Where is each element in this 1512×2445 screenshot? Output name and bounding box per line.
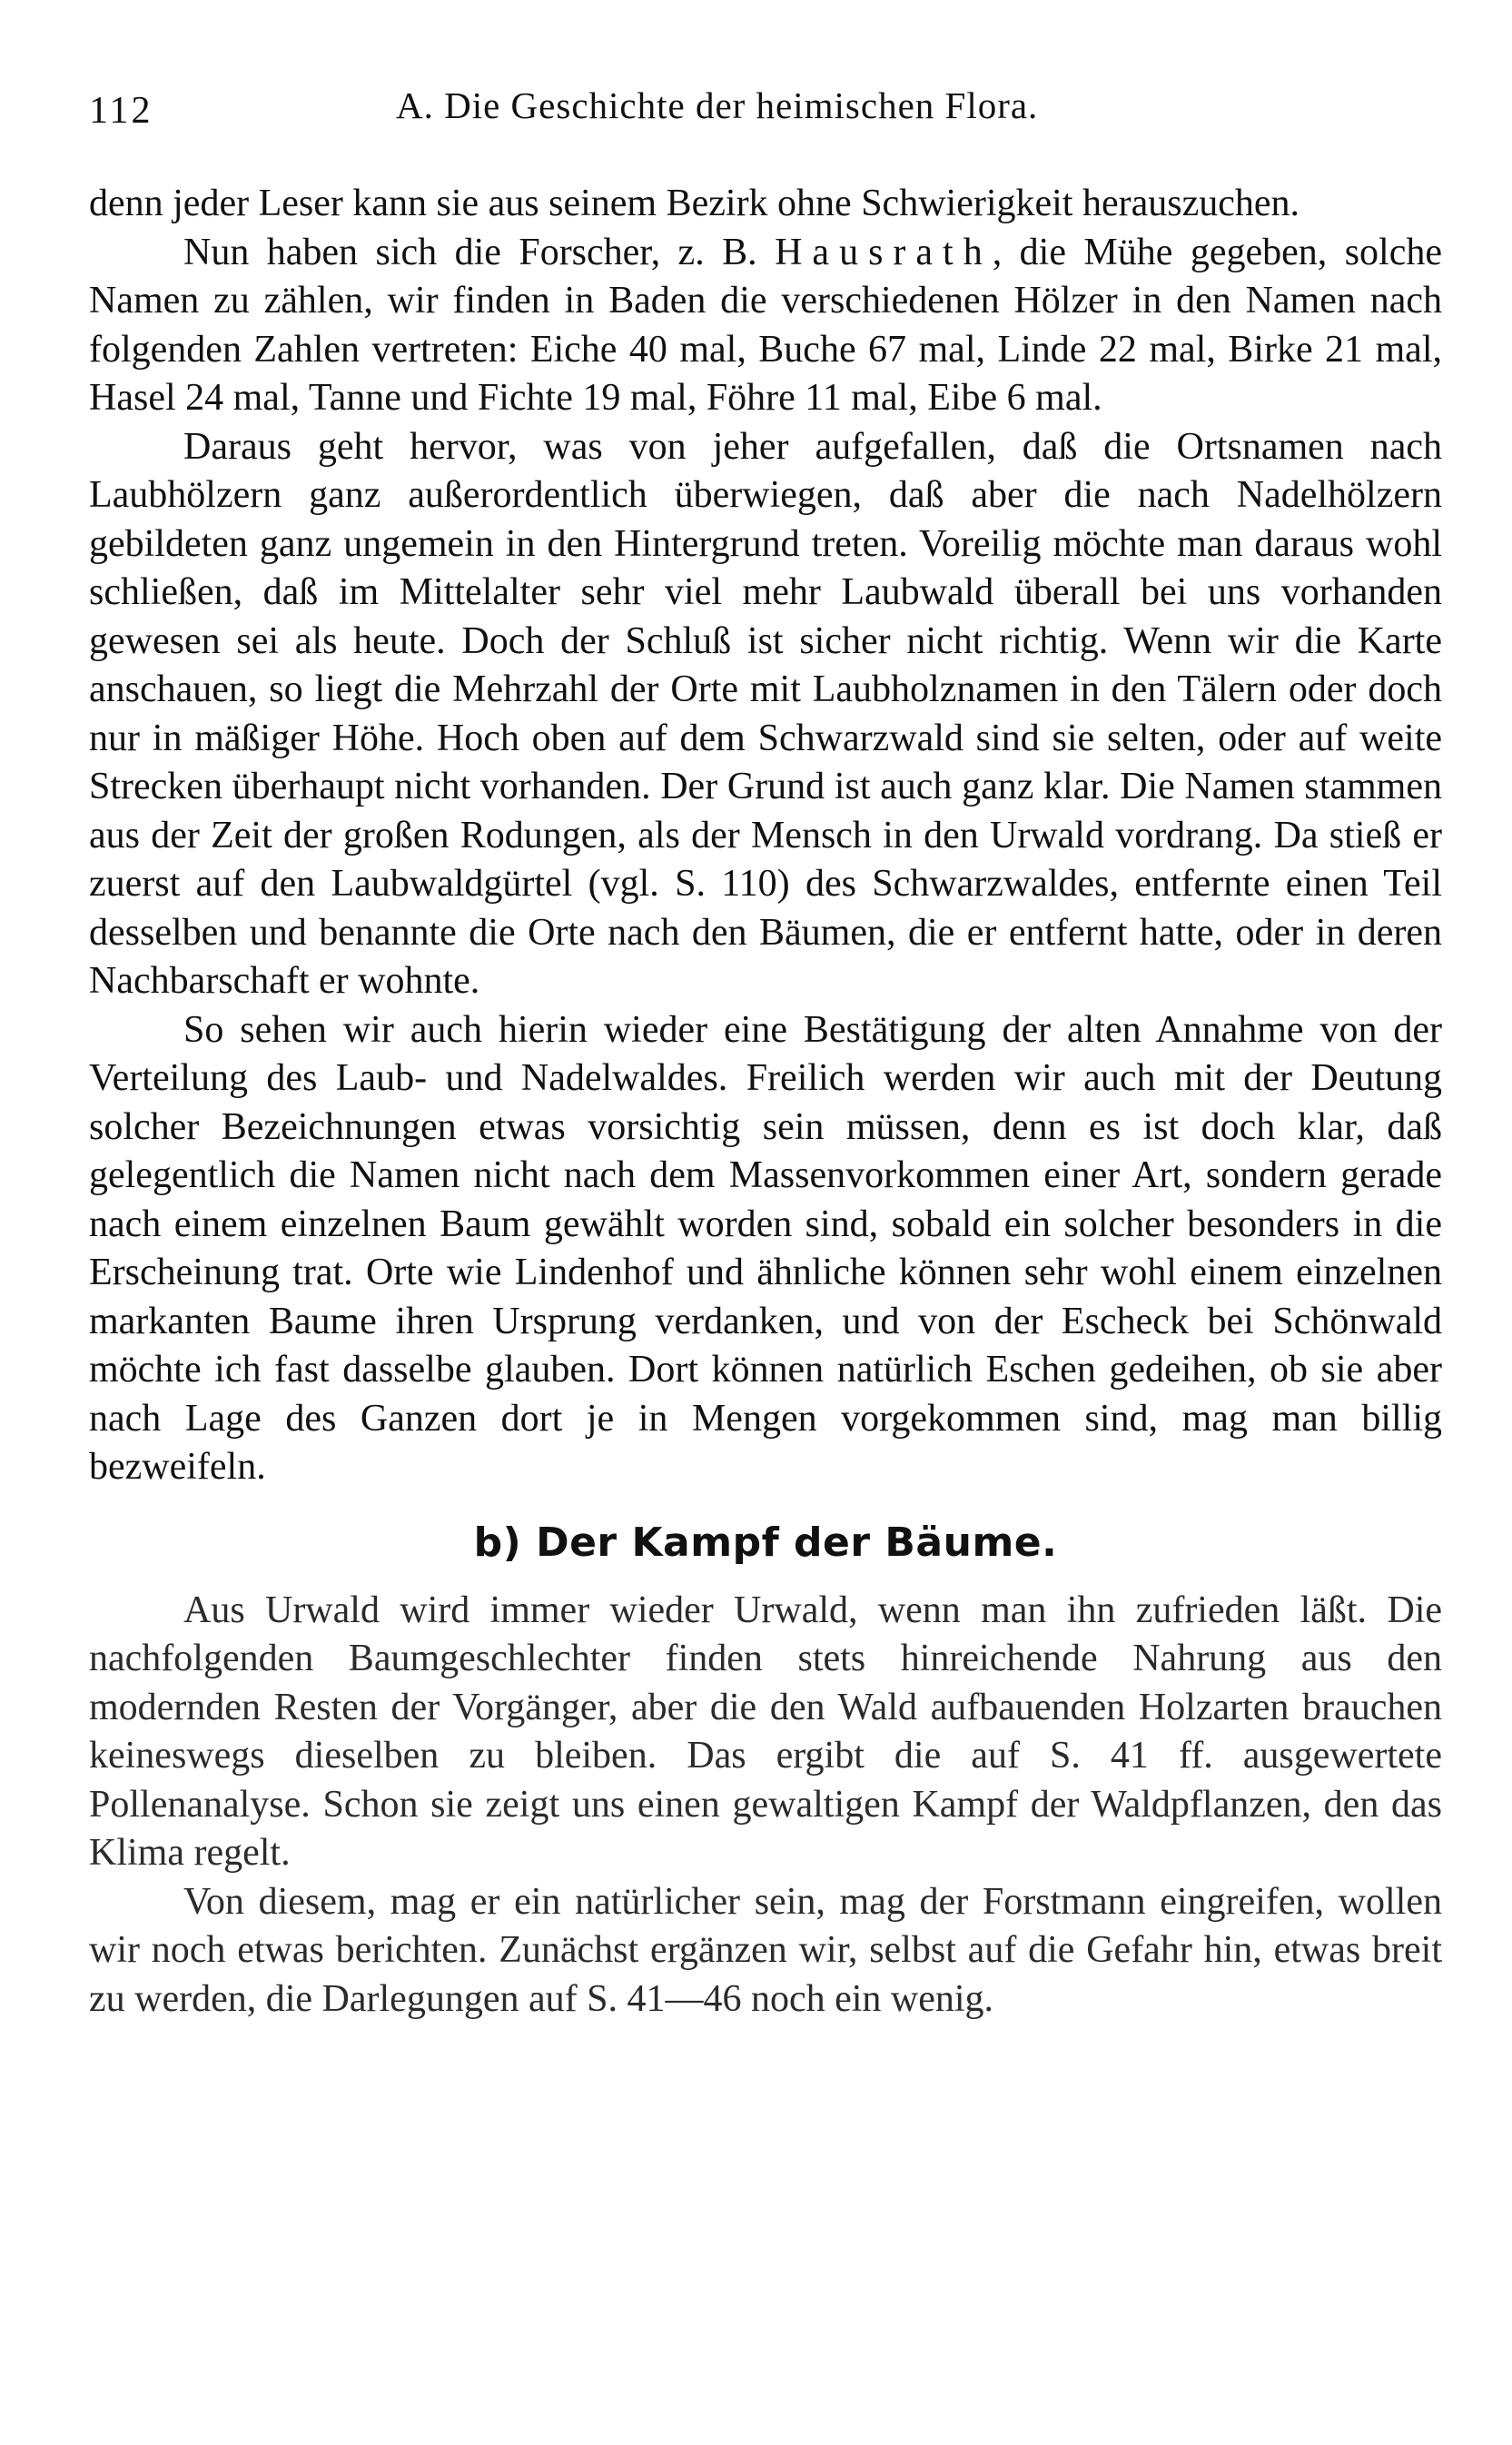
paragraph-counts-start: Nun haben sich die Forscher, z. B. <box>183 231 776 273</box>
paragraph-interpretation: Daraus geht hervor, was von jeher aufgefallen, daß die Ortsnamen nach Laubhölzern ganz außerordentlich überwiegen, daß aber die nach Nadelhölzern gebildeten ganz ungemein in den Hintergrund treten. Voreilig möchte man daraus wohl schließen, daß im Mittelalter sehr viel mehr Laubwald überall bei uns vorhanden gewesen sei als heute. Doch der Schluß ist sicher nicht richtig. Wenn wir die Karte anschauen, so liegt die Mehrzahl der Orte mit Laubholznamen in den Tälern oder doch nur in mäßiger Höhe. Hoch oben auf dem Schwarzwald sind sie selten, oder auf weite Strecken überhaupt nicht vorhanden. Der Grund ist auch ganz klar. Die Namen stammen aus der Zeit der großen Rodungen, als der Mensch in den Urwald vordrang. Da stieß er zuerst auf den Laubwaldgürtel (vgl. S. 110) des Schwarzwaldes, entfernte einen Teil desselben und benannte die Orte nach den Bäumen, die er entfernt hatte, oder in deren Nachbarschaft er wohnte. <box>89 425 1442 1002</box>
section-text <box>89 1587 1442 2024</box>
section-paragraph-1: Aus Urwald wird immer wieder Urwald, wenn man ihn zufrieden läßt. Die nachfolgenden Baumgeschlechter finden stets hinreichende Nahrung aus den modernden Resten der Vorgänger, aber die den Wald aufbauenden Holzarten brauchen keineswegs dieselben zu bleiben. Das ergibt die auf S. 41 ff. ausgewertete Pollenanalyse. Schon sie zeigt uns einen gewaltigen Kampf der Waldpflanzen, den das Klima regelt. <box>89 1589 1442 1874</box>
author-name: Hausrath <box>775 231 993 273</box>
chapter-title: A. Die Geschichte der heimischen Flora. <box>396 84 1039 126</box>
section-heading: b) Der Kampf der Bäume. <box>473 1519 1058 1566</box>
running-head <box>89 78 1442 142</box>
book-page <box>89 78 1442 2024</box>
page-number: 112 <box>89 90 153 132</box>
paragraph-continuation: denn jeder Leser kann sie aus seinem Bezirk ohne Schwierigkeit herauszuchen. <box>89 183 1300 224</box>
main-text <box>89 180 1442 1492</box>
section-paragraph-2: Von diesem, mag er ein natürlicher sein, mag der Forstmann eingreifen, wollen wir noch etwas berichten. Zunächst ergänzen wir, selbst auf die Gefahr hin, etwas breit zu werden, die Darlegungen auf S. 41—46 noch ein wenig. <box>89 1880 1442 2020</box>
paragraph-counts-rest: , die Mühe gegeben, solche Namen zu zählen, wir finden in Baden die verschiedenen Hölzer in den Namen nach folgenden Zahlen vertreten: Eiche 40 mal, Buche 67 mal, Linde 22 mal, Birke 21 mal, Hasel 24 mal, Tanne und Fichte 19 mal, Föhre 11 mal, Eibe 6 mal. <box>89 231 1442 419</box>
paragraph-counts <box>89 229 1442 423</box>
paragraph-confirmation: So sehen wir auch hierin wieder eine Bestätigung der alten Annahme von der Verteilung des Laub- und Nadelwaldes. Freilich werden wir auch mit der Deutung solcher Bezeichnungen etwas vorsichtig sein müssen, denn es ist doch klar, daß gelegentlich die Namen nicht nach dem Massenvorkommen einer Art, sondern gerade nach einem einzelnen Baum gewählt worden sind, sobald ein solcher besonders in die Erscheinung trat. Orte wie Lindenhof und ähnliche können sehr wohl einem einzelnen markanten Baume ihren Ursprung verdanken, und von der Escheck bei Schönwald möchte ich fast dasselbe glauben. Dort können natürlich Eschen gedeihen, ob sie aber nach Lage des Ganzen dort je in Mengen vorgekommen sind, mag man billig bezweifeln. <box>89 1008 1442 1488</box>
